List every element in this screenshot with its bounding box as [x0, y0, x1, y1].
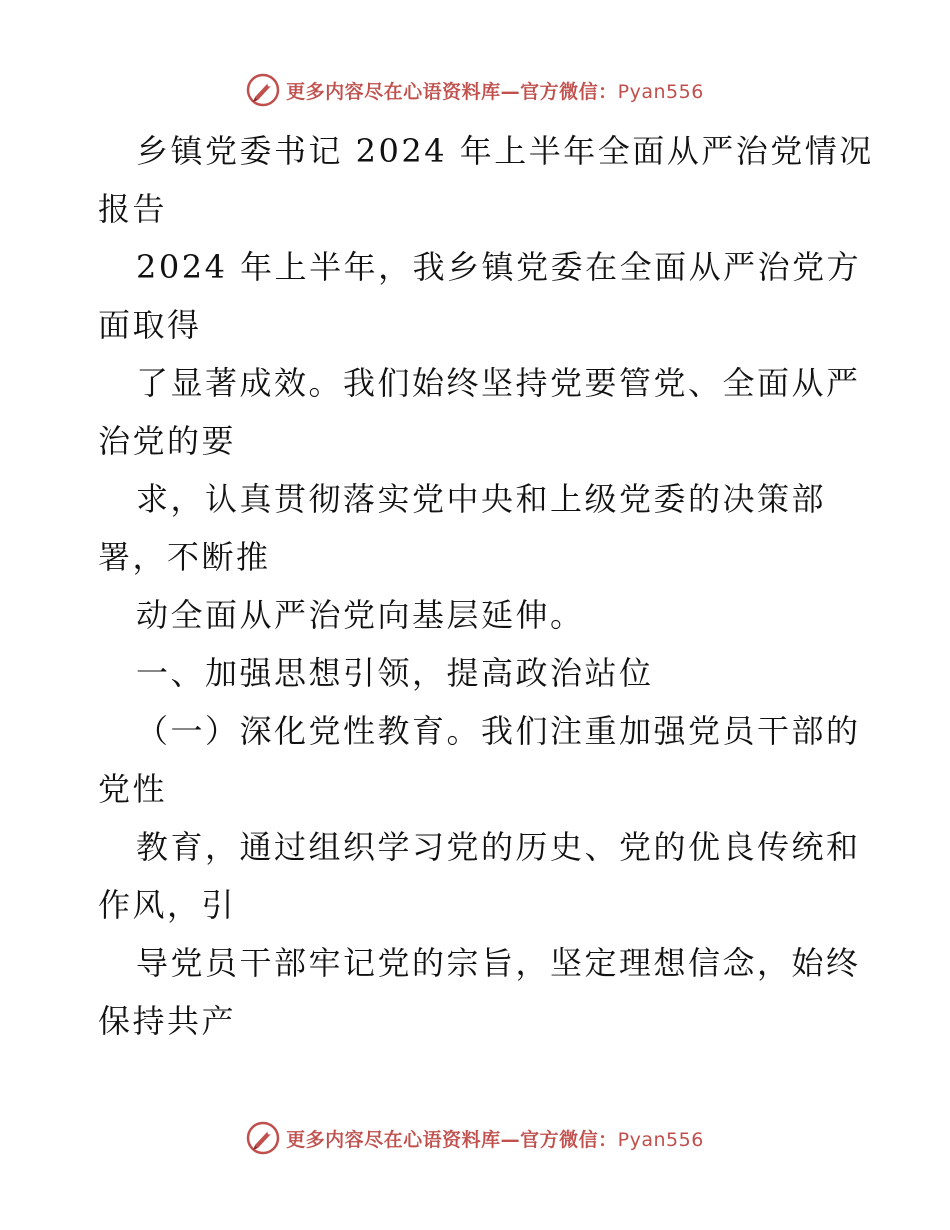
- body-line: 导党员干部牢记党的宗旨，坚定理想信念，始终: [136, 944, 861, 982]
- body-line: （一）深化党性教育。我们注重加强党员干部的: [136, 712, 861, 750]
- body-line: 动全面从严治党向基层延伸。: [136, 596, 585, 634]
- body-line: 报告: [98, 190, 168, 228]
- body-line: 2024 年上半年，我乡镇党委在全面从严治党方: [136, 248, 862, 286]
- body-line: 治党的要: [98, 422, 237, 460]
- body-line: 教育，通过组织学习党的历史、党的优良传统和: [136, 828, 861, 866]
- document-body: [98, 122, 874, 1050]
- body-line: 保持共产: [98, 1002, 237, 1040]
- body-line: 一、加强思想引领，提高政治站位: [136, 654, 654, 692]
- header-banner-text: 更多内容尽在心语资料库—官方微信：Pyan556: [286, 80, 704, 103]
- header-wechat-id: Pyan556: [617, 80, 704, 103]
- body-line: 作风，引: [98, 886, 237, 924]
- footer-wechat-id: Pyan556: [617, 1128, 704, 1151]
- header-banner: [0, 70, 950, 110]
- pen-logo-icon: [246, 73, 280, 107]
- body-line: 了显著成效。我们始终坚持党要管党、全面从严: [136, 364, 861, 402]
- body-line: 乡镇党委书记 2024 年上半年全面从严治党情况: [136, 132, 874, 170]
- pen-logo-icon: [246, 1121, 280, 1155]
- body-line: 署，不断推: [98, 538, 271, 576]
- footer-banner-text: 更多内容尽在心语资料库—官方微信：Pyan556: [286, 1128, 704, 1151]
- body-line: 党性: [98, 770, 168, 808]
- body-line: 求，认真贯彻落实党中央和上级党委的决策部: [136, 480, 827, 518]
- body-line: 面取得: [98, 306, 202, 344]
- footer-banner: [0, 1118, 950, 1158]
